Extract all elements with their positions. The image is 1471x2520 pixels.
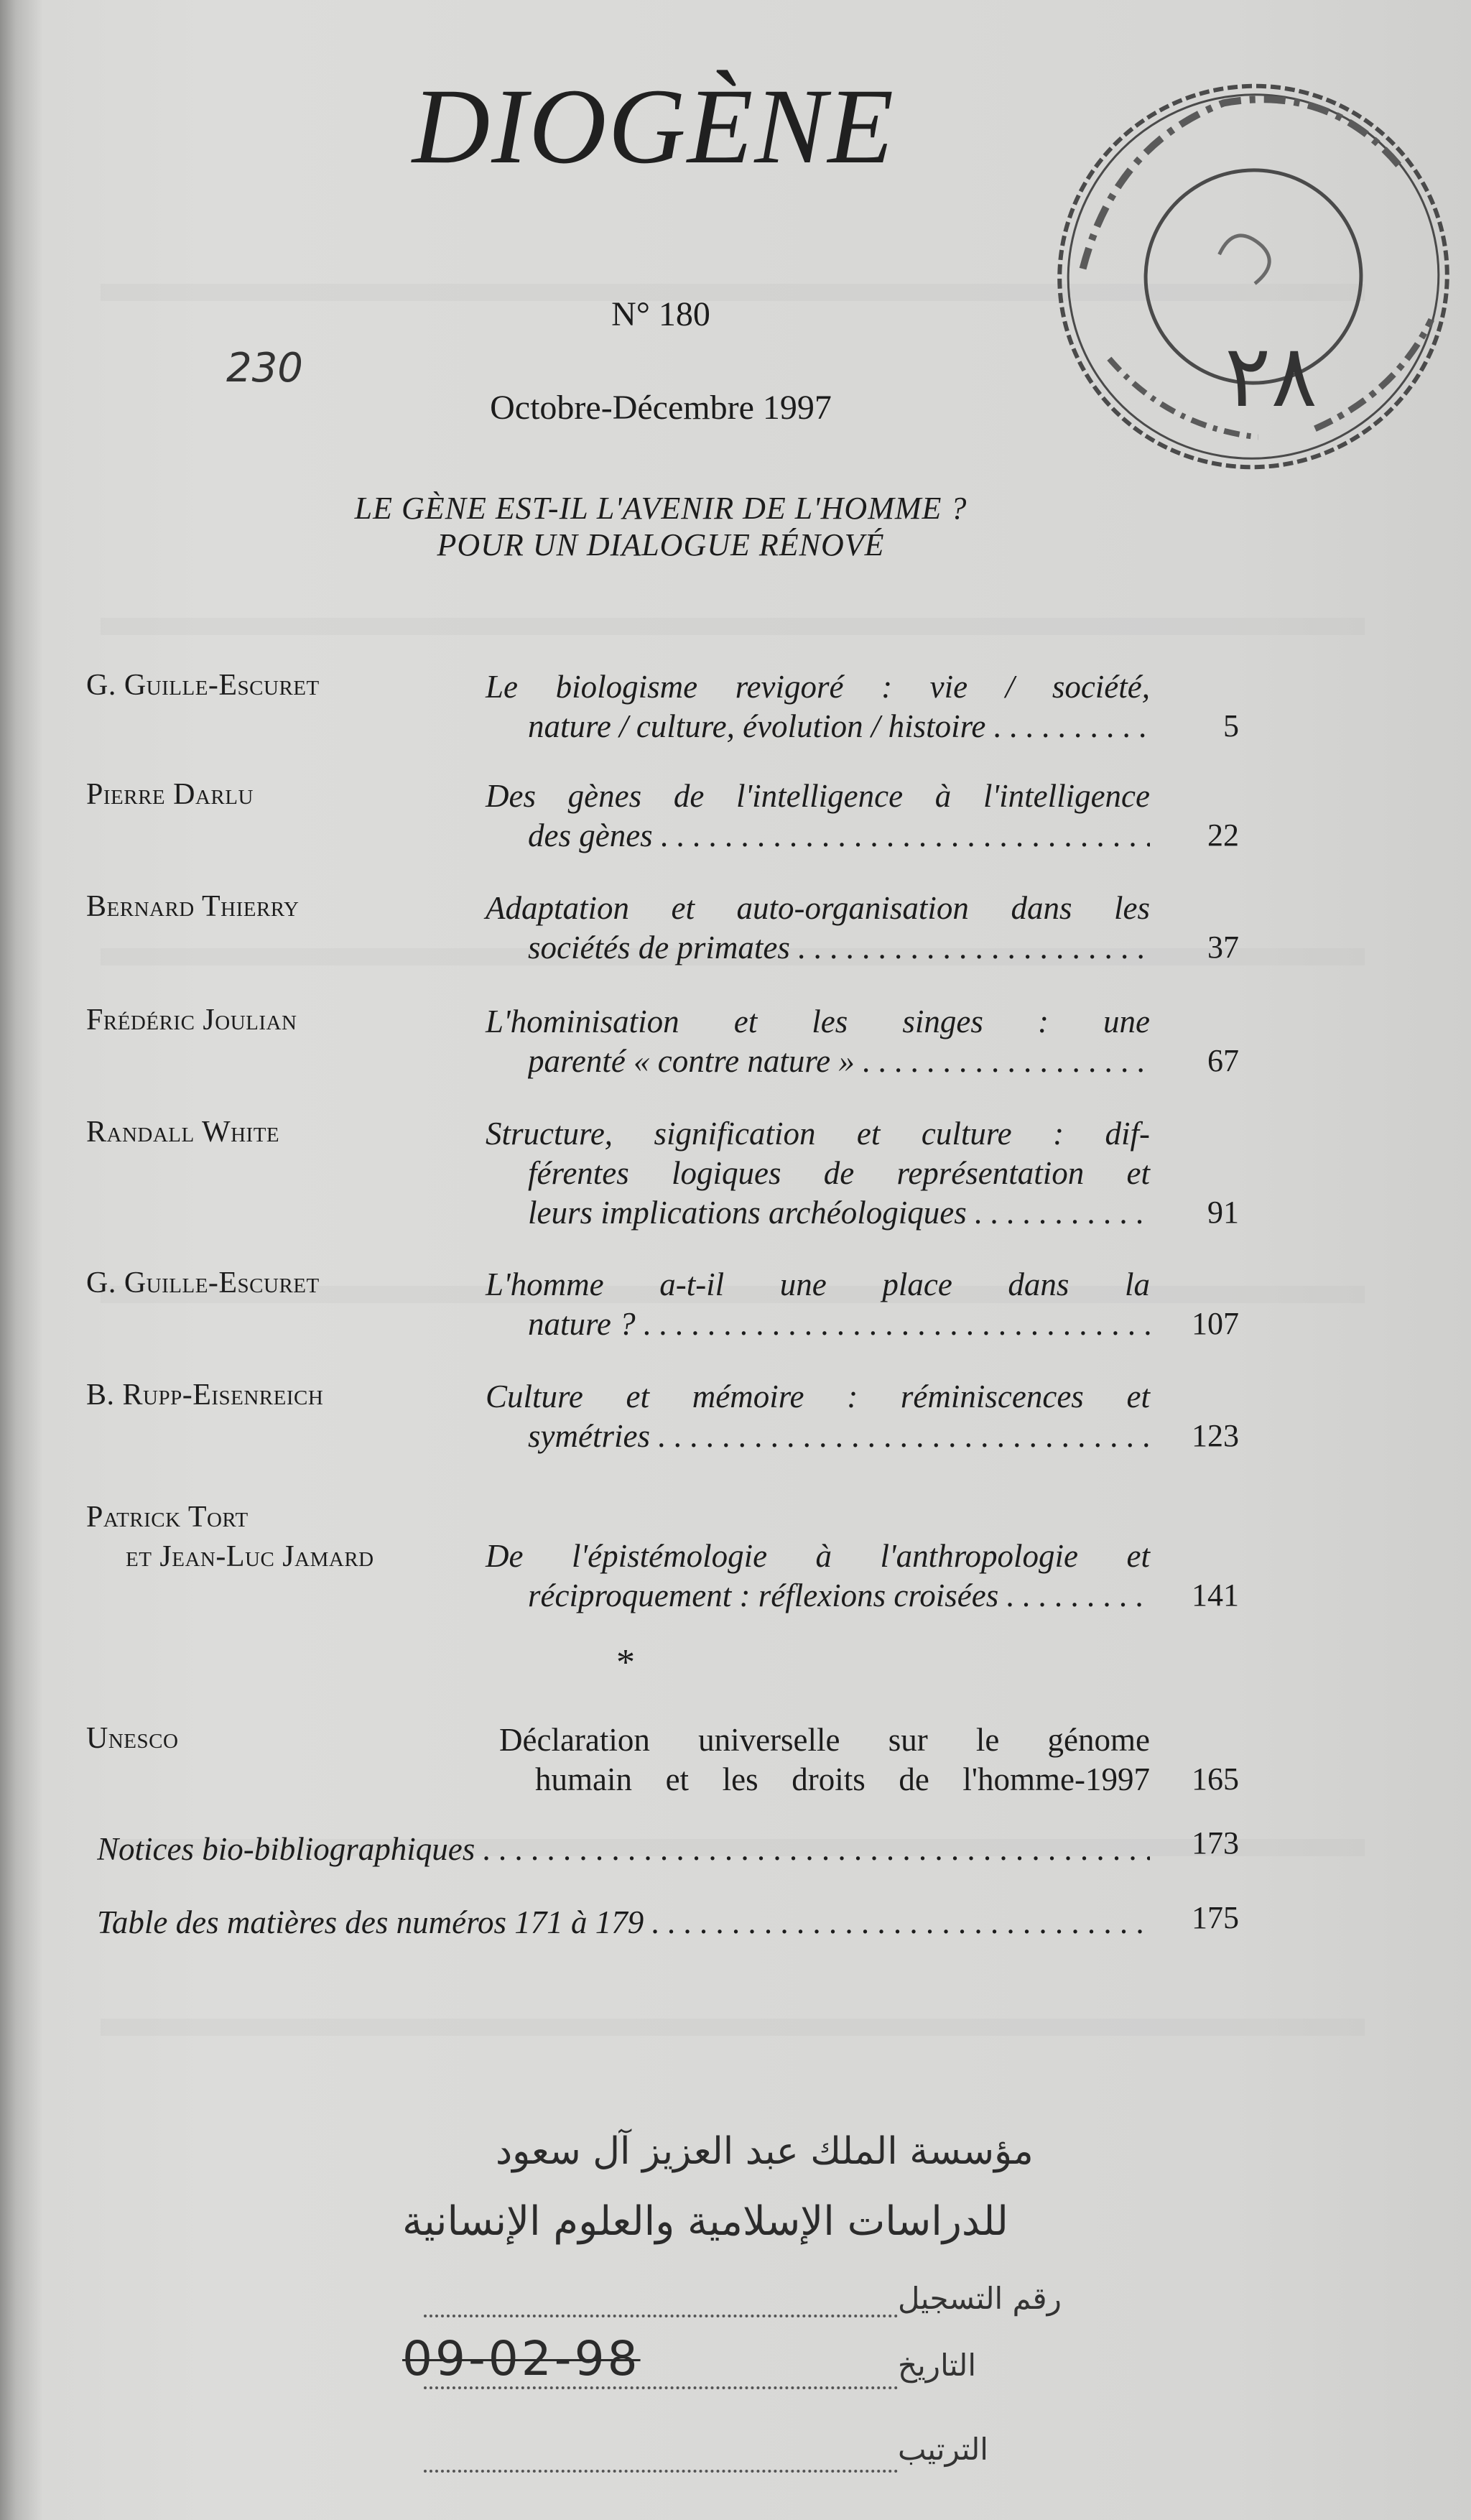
toc-title-line: Le biologisme revigoré : vie / société,	[486, 669, 1150, 705]
toc-author: Patrick Tort	[86, 1501, 249, 1534]
toc-page-number: 175	[1192, 1900, 1239, 1935]
registration-date: 09-02-98	[402, 2331, 641, 2386]
toc-title-line: humain et les droits de l'homme-1997	[535, 1761, 1150, 1797]
toc-title-line: leurs implications archéologiques . . .	[528, 1194, 1150, 1231]
toc-author: Frédéric Joulian	[86, 1004, 297, 1037]
toc-title-line: De l'épistémologie à l'anthropologie et	[486, 1538, 1150, 1574]
toc-title-line: Déclaration universelle sur le génome	[499, 1722, 1150, 1758]
toc-title-line: Notices bio-bibliographiques . . .	[97, 1830, 1150, 1868]
toc-page-number: 91	[1207, 1195, 1239, 1230]
handwritten-institution-line-1: مؤسسة الملك عبد العزيز آل سعود	[496, 2130, 1034, 2173]
toc-author: B. Rupp-Eisenreich	[86, 1379, 324, 1412]
order-rule	[424, 2470, 898, 2473]
toc-title-line: férentes logiques de représentation et	[528, 1155, 1150, 1191]
journal-title: DIOGÈNE	[412, 67, 896, 186]
toc-title-line: Adaptation et auto-organisation dans les	[486, 890, 1150, 926]
issue-date: Octobre-Décembre 1997	[490, 389, 832, 427]
stamp-number: ٢٨	[1225, 327, 1317, 427]
toc-author: G. Guille-Escuret	[86, 669, 320, 702]
issue-theme-line-1: LE GÈNE EST-IL L'AVENIR DE L'HOMME ?	[354, 491, 967, 526]
toc-page-number: 37	[1207, 930, 1239, 965]
toc-title-line: symétries . . .	[528, 1417, 1150, 1455]
issue-number: N° 180	[611, 295, 710, 333]
order-label: الترتيب	[898, 2432, 988, 2467]
toc-title-line: réciproquement : réflexions croisées . . .	[528, 1577, 1150, 1614]
toc-title-line: L'homme a-t-il une place dans la	[486, 1266, 1150, 1302]
toc-title-line: parenté « contre nature » . . .	[528, 1042, 1150, 1080]
toc-title-line: Des gènes de l'intelligence à l'intelligence	[486, 778, 1150, 814]
toc-page-number: 123	[1192, 1418, 1239, 1453]
toc-page-number: 22	[1207, 817, 1239, 853]
registration-label: رقم التسجيل	[898, 2281, 1062, 2316]
date-label: التاريخ	[898, 2348, 977, 2383]
toc-title-line: Table des matières des numéros 171 à 179 . . .	[97, 1904, 1150, 1941]
toc-title-line: L'hominisation et les singes : une	[486, 1004, 1150, 1039]
registration-rule	[424, 2315, 898, 2317]
toc-page-number: 173	[1192, 1825, 1239, 1861]
handwritten-number: 230	[226, 345, 303, 392]
toc-title-line: des gènes . . .	[528, 817, 1150, 854]
date-rule	[424, 2386, 898, 2389]
toc-author: Unesco	[86, 1722, 179, 1755]
toc-author-2: et Jean-Luc Jamard	[126, 1540, 374, 1573]
toc-page-number: 141	[1192, 1578, 1239, 1613]
toc-title-line: sociétés de primates . . .	[528, 929, 1150, 966]
toc-title-line: Structure, signification et culture : dif-	[486, 1116, 1150, 1152]
toc-author: Bernard Thierry	[86, 890, 300, 923]
toc-page-number: 107	[1192, 1306, 1239, 1341]
toc-page-number: 5	[1223, 708, 1239, 744]
handwritten-institution-line-2: للدراسات الإسلامية والعلوم الإنسانية	[402, 2198, 1008, 2245]
toc-author: G. Guille-Escuret	[86, 1266, 320, 1300]
toc-page-number: 165	[1192, 1761, 1239, 1797]
toc-title-line: nature ? . . .	[528, 1305, 1150, 1343]
toc-author: Pierre Darlu	[86, 778, 254, 811]
toc-author: Randall White	[86, 1116, 280, 1149]
toc-title-line: Culture et mémoire : réminiscences et	[486, 1379, 1150, 1414]
issue-theme-line-2: POUR UN DIALOGUE RÉNOVÉ	[437, 527, 885, 562]
section-separator: *	[616, 1642, 635, 1683]
toc-title-line: nature / culture, évolution / histoire . . .	[528, 708, 1150, 745]
toc-page-number: 67	[1207, 1043, 1239, 1078]
